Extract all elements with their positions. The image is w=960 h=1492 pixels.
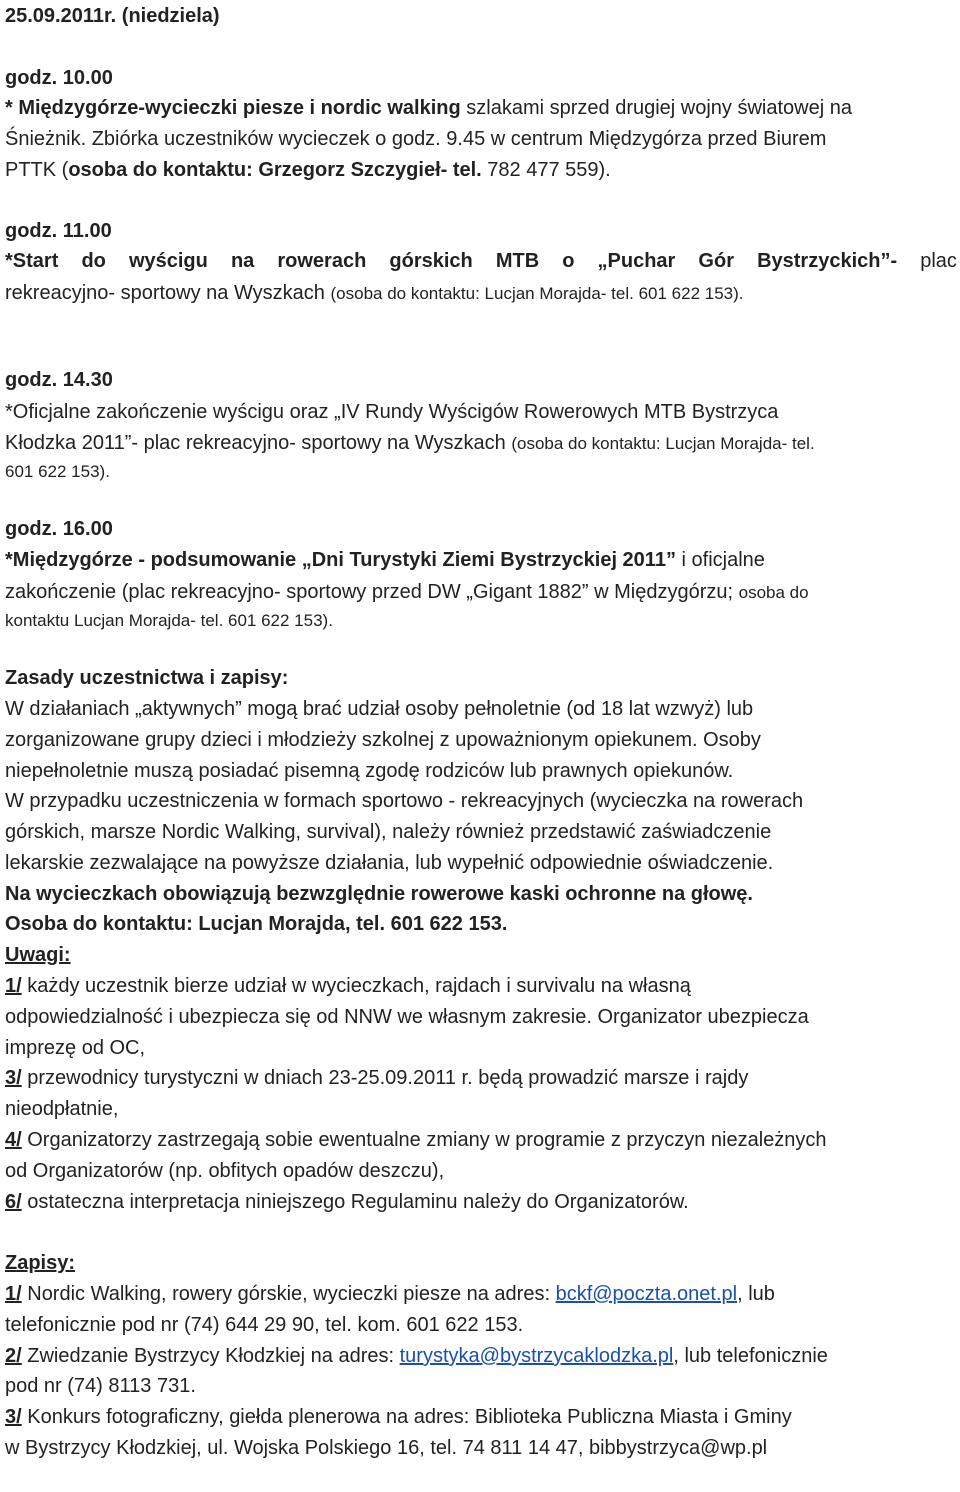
event-text: PTTK ( <box>5 159 69 181</box>
signup-number: 1/ <box>5 1283 22 1305</box>
event-text: 782 477 559). <box>481 159 611 181</box>
event-title-word: plac <box>920 250 957 272</box>
event-title-word: MTB <box>495 250 540 272</box>
note-number: 6/ <box>5 1191 22 1213</box>
note-text: Organizatorzy zastrzegają sobie ewentualne zmiany w programie z przyczyn niezależnych <box>21 1129 827 1151</box>
event-title-word: na <box>230 250 255 272</box>
email-link[interactable]: turystyka@bystrzycaklodzka.pl <box>399 1345 674 1367</box>
signup-text: Nordic Walking, rowery górskie, wycieczki piesze na adres: <box>21 1283 556 1305</box>
event-line <box>5 548 765 572</box>
event-time: godz. 10.00 <box>5 67 113 89</box>
event-line: *Oficjalne zakończenie wyścigu oraz „IV Rundy Wyścigów Rowerowych MTB Bystrzyca <box>5 401 779 423</box>
note-line: od Organizatorów (np. obfitych opadów deszczu), <box>5 1160 445 1182</box>
event-line <box>5 431 815 456</box>
event-title-word: *Start <box>5 250 59 272</box>
note-item <box>5 1066 748 1090</box>
event-title-word: górskich <box>389 250 473 272</box>
signup-text: , lub telefonicznie <box>673 1345 828 1367</box>
event-contact: osoba do <box>738 583 809 602</box>
event-time: godz. 14.30 <box>5 369 113 391</box>
note-item <box>5 974 691 998</box>
note-number: 3/ <box>5 1067 22 1089</box>
event-title-word: wyścigu <box>128 250 208 272</box>
event-line <box>5 96 852 120</box>
event-text: i oficjalne <box>675 549 765 571</box>
event-line: Śnieżnik. Zbiórka uczestników wycieczek o godz. 9.45 w centrum Międzygórza przed Biurem <box>5 128 827 150</box>
signup-heading: Zapisy: <box>5 1252 76 1274</box>
rules-line: lekarskie zezwalające na powyższe działania, lub wypełnić odpowiednie oświadczenie. <box>5 852 774 874</box>
event-time: godz. 11.00 <box>5 220 112 242</box>
rules-line: W przypadku uczestniczenia w formach sportowo - rekreacyjnych (wycieczka na rowerach <box>5 790 804 812</box>
signup-text: Konkurs fotograficzny, giełda plenerowa na adres: Biblioteka Publiczna Miasta i Gminy <box>21 1406 792 1428</box>
signup-item <box>5 1344 828 1368</box>
note-item <box>5 1190 689 1214</box>
event-text: Kłodzka 2011”- plac rekreacyjno- sportowy na Wyszkach <box>5 432 512 454</box>
note-text: ostateczna interpretacja niniejszego Regulaminu należy do Organizatorów. <box>21 1191 689 1213</box>
note-line: nieodpłatnie, <box>5 1098 119 1120</box>
signup-number: 3/ <box>5 1406 22 1428</box>
document-date: 25.09.2011r. (niedziela) <box>5 5 220 27</box>
event-title-word: Bystrzyckich”- <box>757 250 898 272</box>
event-contact: (osoba do kontaktu: Lucjan Morajda- tel. <box>511 434 815 453</box>
rules-line: niepełnoletnie muszą posiadać pisemną zgodę rodziców lub prawnych opiekunów. <box>5 760 734 782</box>
rules-line: W działaniach „aktywnych” mogą brać udział osoby pełnoletnie (od 18 lat wzwyż) lub <box>5 698 754 720</box>
note-item <box>5 1128 827 1152</box>
event-contact: 601 622 153). <box>5 462 110 481</box>
event-contact: kontaktu Lucjan Morajda- tel. 601 622 153). <box>5 611 333 630</box>
event-title: *Międzygórze - podsumowanie „Dni Turystyki Ziemi Bystrzyckiej 2011” <box>5 549 676 571</box>
event-contact: (osoba do kontaktu: Lucjan Morajda- tel. 601 622 153). <box>330 284 744 303</box>
note-text: przewodnicy turystyczni w dniach 23-25.09.2011 r. będą prowadzić marsze i rajdy <box>21 1067 749 1089</box>
event-title-word: o <box>562 250 575 272</box>
event-line <box>5 281 744 306</box>
notes-heading: Uwagi: <box>5 944 71 966</box>
note-number: 4/ <box>5 1129 22 1151</box>
event-title-line <box>5 249 957 273</box>
event-line <box>5 580 809 605</box>
signup-line: pod nr (74) 8113 731. <box>5 1375 196 1397</box>
event-text: zakończenie (plac rekreacyjno- sportowy przed DW „Gigant 1882” w Międzygórzu; <box>5 581 739 603</box>
event-time: godz. 16.00 <box>5 518 113 540</box>
event-line <box>5 158 611 182</box>
signup-text: Zwiedzanie Bystrzycy Kłodzkiej na adres: <box>21 1345 400 1367</box>
signup-item <box>5 1405 792 1429</box>
event-text: rekreacyjno- sportowy na Wyszkach <box>5 282 331 304</box>
signup-line: w Bystrzycy Kłodzkiej, ul. Wojska Polskiego 16, tel. 74 811 14 47, bibbystrzyca@wp.pl <box>5 1437 768 1459</box>
signup-number: 2/ <box>5 1345 22 1367</box>
signup-text: , lub <box>737 1283 775 1305</box>
signup-line: telefonicznie pod nr (74) 644 29 90, tel. kom. 601 622 153. <box>5 1314 524 1336</box>
rules-heading: Zasady uczestnictwa i zapisy: <box>5 667 289 689</box>
event-title-word: Gór <box>698 250 734 272</box>
note-line: odpowiedzialność i ubezpiecza się od NNW we własnym zakresie. Organizator ubezpiecza <box>5 1006 809 1028</box>
email-link[interactable]: bckf@poczta.onet.pl <box>555 1283 738 1305</box>
event-title: * Międzygórze-wycieczki piesze i nordic walking <box>5 97 461 119</box>
helmet-notice: Na wycieczkach obowiązują bezwzględnie rowerowe kaski ochronne na głowę. <box>5 883 753 905</box>
event-contact: osoba do kontaktu: Grzegorz Szczygieł- tel. <box>68 159 482 181</box>
event-title-word: rowerach <box>277 250 367 272</box>
rules-line: zorganizowane grupy dzieci i młodzieży szkolnej z upoważnionym opiekunem. Osoby <box>5 729 761 751</box>
event-title-word: „Puchar <box>597 250 676 272</box>
rules-contact: Osoba do kontaktu: Lucjan Morajda, tel. 601 622 153. <box>5 913 508 935</box>
rules-line: górskich, marsze Nordic Walking, survival), należy również przedstawić zaświadczenie <box>5 821 772 843</box>
event-title-word: do <box>81 250 106 272</box>
signup-item <box>5 1282 775 1306</box>
note-text: każdy uczestnik bierze udział w wycieczkach, rajdach i survivalu na własną <box>21 975 691 997</box>
note-number: 1/ <box>5 975 22 997</box>
event-text: szlakami sprzed drugiej wojny światowej na <box>460 97 852 119</box>
note-line: imprezę od OC, <box>5 1037 146 1059</box>
